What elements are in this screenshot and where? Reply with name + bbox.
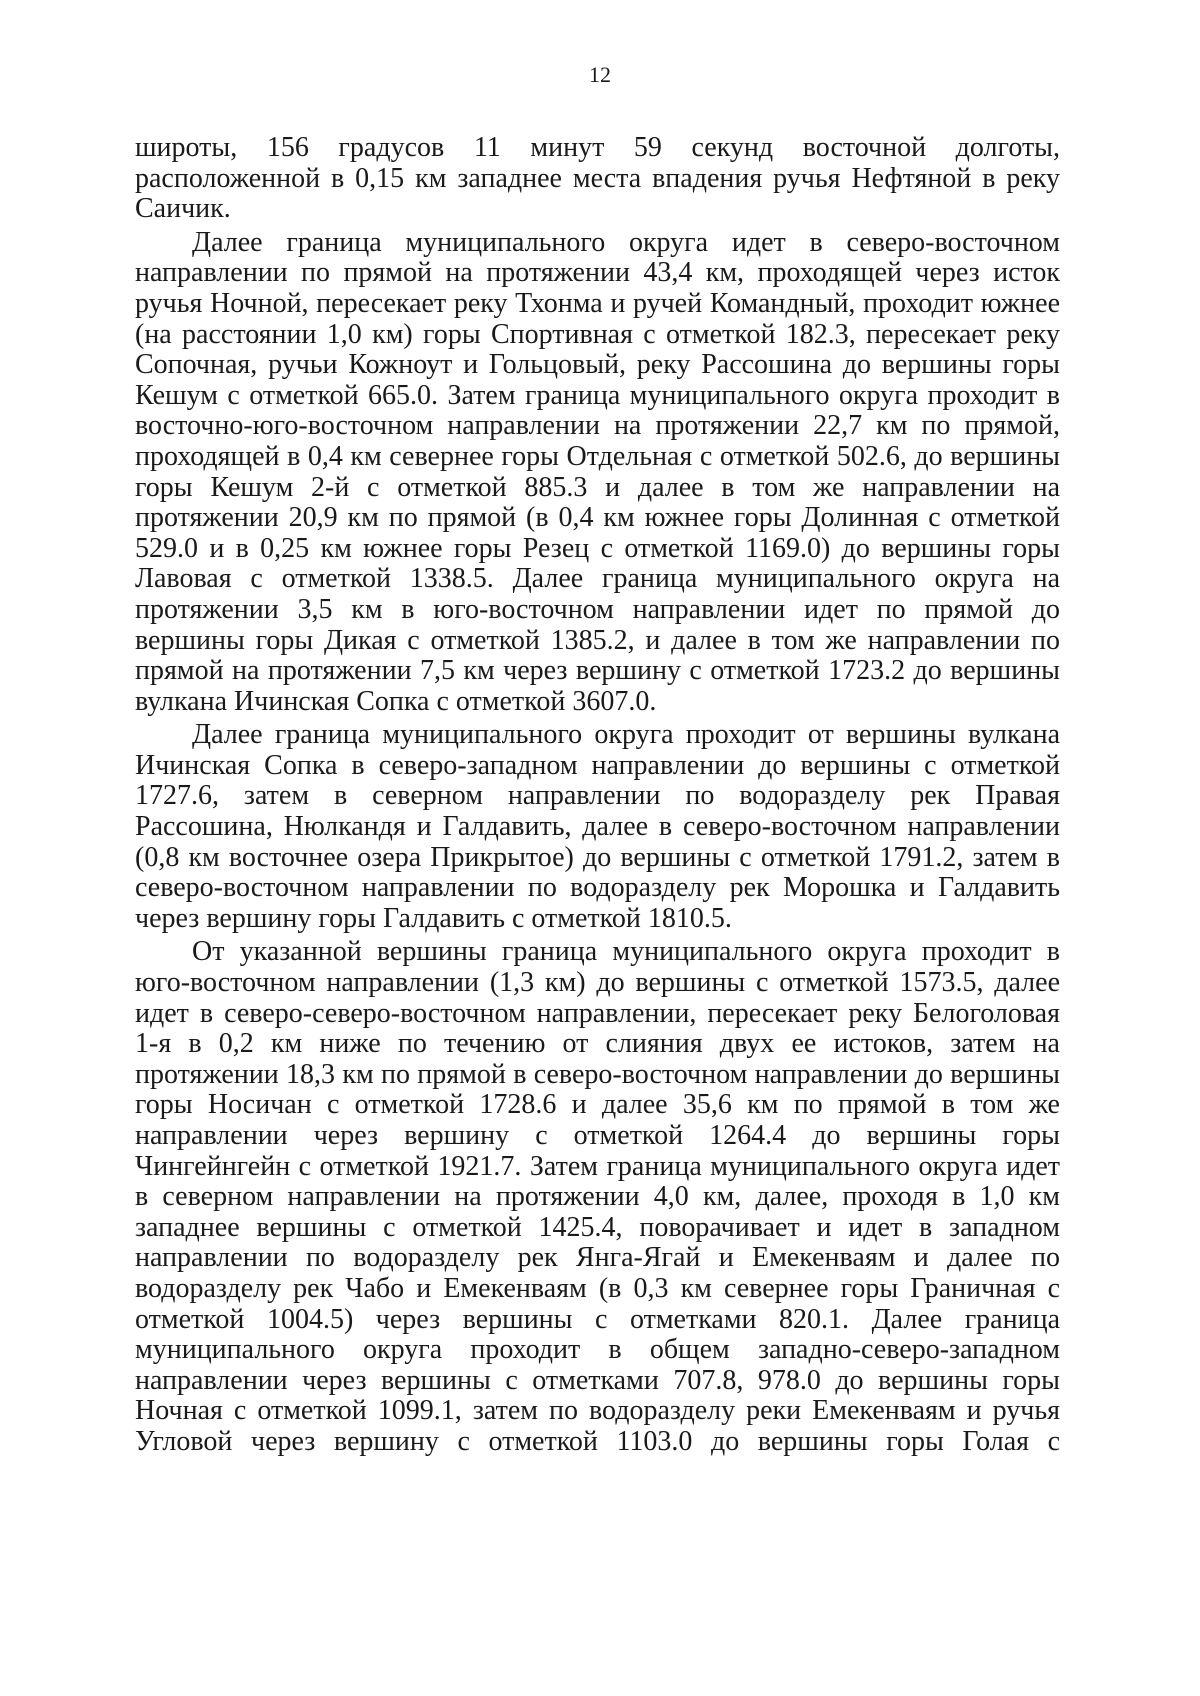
paragraph-3: Далее граница муниципального округа проходит от вершины вулкана Ичинская Сопка в северо-западном направлении до вершины с отметкой 1727.6, затем в северном направлении по водоразделу рек Правая Рассошина, Нюлкандя и Галдавить, далее в северо-восточном направлении (0,8 км восточнее озера Прикрытое) до вершины с отметкой 1791.2, затем в северо-восточном направлении по водоразделу рек Морошка и Галдавить через вершину горы Галдавить с отметкой 1810.5.	[135, 719, 1060, 934]
paragraph-1: широты, 156 градусов 11 минут 59 секунд восточной долготы, расположенной в 0,15 км западнее места впадения ручья Нефтяной в реку Саичик.	[135, 132, 1060, 225]
document-body	[135, 133, 1060, 1461]
paragraph-4: От указанной вершины граница муниципального округа проходит в юго-восточном направлении (1,3 км) до вершины с отметкой 1573.5, далее идет в северо-северо-восточном направлении, пересекает реку Белоголовая 1-я в 0,2 км ниже по течению от слияния двух ее истоков, затем на протяжении 18,3 км по прямой в северо-восточном направлении до вершины горы Носичан с отметкой 1728.6 и далее 35,6 км по прямой в том же направлении через вершину с отметкой 1264.4 до вершины горы Чингейнгейн с отметкой 1921.7. Затем граница муниципального округа идет в северном направлении на протяжении 4,0 км, далее, проходя в 1,0 км западнее вершины с отметкой 1425.4, поворачивает и идет в западном направлении по водоразделу рек Янга-Ягай и Емекенваям и далее по водоразделу рек Чабо и Емекенваям (в 0,3 км севернее горы Граничная с отметкой 1004.5) через вершины с отметками 820.1. Далее граница муниципального округа проходит в общем западно-северо-западном направлении через вершины с отметками 707.8, 978.0 до вершины горы Ночная с отметкой 1099.1, затем по водоразделу реки Емекенваям и ручья Угловой через вершину с отметкой 1103.0 до вершины горы Голая с	[135, 936, 1060, 1457]
paragraph-2: Далее граница муниципального округа идет в северо-восточном направлении по прямой на протяжении 43,4 км, проходящей через исток ручья Ночной, пересекает реку Тхонма и ручей Командный, проходит южнее (на расстоянии 1,0 км) горы Спортивная с отметкой 182.3, пересекает реку Сопочная, ручьи Кожноут и Гольцовый, реку Рассошина до вершины горы Кешум с отметкой 665.0. Затем граница муниципального округа проходит в восточно-юго-восточном направлении на протяжении 22,7 км по прямой, проходящей в 0,4 км севернее горы Отдельная с отметкой 502.6, до вершины горы Кешум 2-й с отметкой 885.3 и далее в том же направлении на протяжении 20,9 км по прямой (в 0,4 км южнее горы Долинная с отметкой 529.0 и в 0,25 км южнее горы Резец с отметкой 1169.0) до вершины горы Лавовая с отметкой 1338.5. Далее граница муниципального округа на протяжении 3,5 км в юго-восточном направлении идет по прямой до вершины горы Дикая с отметкой 1385.2, и далее в том же направлении по прямой на протяжении 7,5 км через вершину с отметкой 1723.2 до вершины вулкана Ичинская Сопка с отметкой 3607.0.	[135, 226, 1060, 717]
page-number: 12	[589, 62, 611, 87]
